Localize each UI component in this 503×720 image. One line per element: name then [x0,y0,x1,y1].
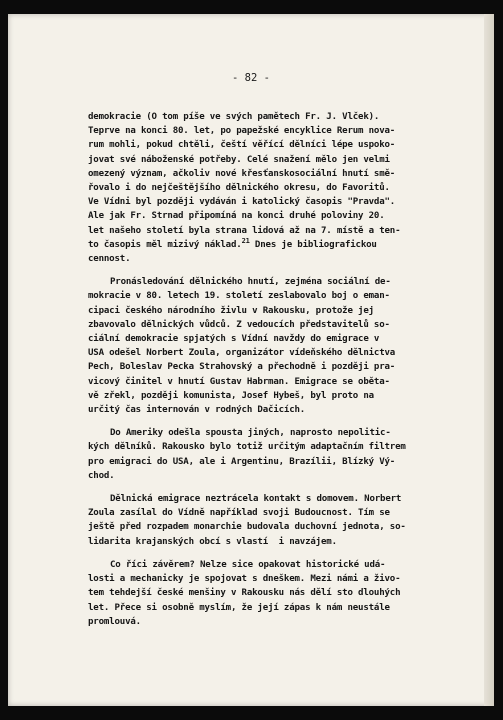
text-line: chod. [88,470,115,481]
text-line: kých dělníků. Rakousko bylo totiž určitým adaptačním filtrem [88,442,406,453]
text-line: losti a mechanicky je spojovat s dneškem. Mezi námi a živo- [88,574,401,585]
text-line: ciální demokracie spjatých s Vídní navždy do emigrace v [88,334,380,345]
paper-sheet [8,14,494,706]
text-line: Dělnická emigrace neztrácela kontakt s domovem. Norbert [110,494,402,505]
text-line: promlouvá. [88,616,141,627]
text-line: USA odešel Norbert Zoula, organizátor vídeňského dělnictva [88,348,396,359]
page-number: - 82 - [232,72,270,84]
text-line: Ale jak Fr. Strnad připomíná na konci druhé poloviny 20. [88,211,385,222]
text-line: vě zřekl, později komunista, Josef Hybeš, byl proto na [88,390,374,401]
typewritten-text [88,110,468,638]
paragraph-5 [88,558,468,629]
text-line: pro emigraci do USA, ale i Argentinu, Brazílii, Blízký Vý- [88,456,396,467]
text-line-with-footnote [88,238,468,252]
text-line: omezený význam, ačkoliv nové křesťanskosociální hnutí smě- [88,168,396,179]
paragraph-2 [88,275,468,417]
text-line: cipaci českého národního živlu v Rakousku, protože jej [88,305,374,316]
text-line: Zoula zasílal do Vídně například svoji Budoucnost. Tím se [88,508,390,519]
text-line: tem tehdejší české menšiny v Rakousku nás dělí sto dlouhých [88,588,401,599]
text-line: Teprve na konci 80. let, po papežské encyklice Rerum nova- [88,126,396,137]
paragraph-4 [88,492,468,549]
text-line: určitý čas internován v rodných Dačicích. [88,405,306,416]
text-line: řovalo i do nejčeštějšího dělnického okresu, do Favoritů. [88,183,390,194]
text-line: zbavovalo dělnických vůdců. Z vedoucích představitelů so- [88,319,390,330]
text-line: Pech, Boleslav Pecka Strahovský a přechodně i později pra- [88,362,396,373]
footnote-reference: 21 [241,236,250,245]
text-line: Ve Vídni byl později vydáván i katolický časopis "Pravda". [88,197,396,208]
text-line: cennost. [88,254,131,265]
text-line: jovat své náboženské potřeby. Celé snažení mělo jen velmi [88,154,390,165]
text-line: demokracie (O tom píše ve svých pamětech Fr. J. Vlček). [88,112,380,122]
text-line: rum mohli, pokud chtěli, čeští věřící dělníci lépe uspoko- [88,140,396,151]
text-line: vicový činitel v hnutí Gustav Habrman. Emigrace se oběta- [88,376,390,387]
text-line: lidarita krajanských obcí s vlastí i navzájem. [88,536,337,547]
text-line: Do Ameriky odešla spousta jiných, naprosto nepolitic- [110,428,391,439]
text-line: let našeho století byla strana lidová až na 7. místě a ten- [88,225,401,236]
text-line: Co říci závěrem? Nelze sice opakovat historické udá- [110,559,386,570]
text-line: ještě před rozpadem monarchie budovala duchovní jednota, so- [88,522,406,533]
text-segment: to časopis měl mizivý náklad. [88,239,242,250]
paragraph-3 [88,426,468,483]
paper-edge [484,14,494,706]
text-line: let. Přece si osobně myslím, že její zápas k nám neustále [88,602,390,613]
text-line: mokracie v 80. letech 19. století zeslabovalo boj o eman- [88,291,390,302]
text-line: Pronásledování dělnického hnutí, zejména sociální de- [110,277,391,288]
paragraph-1 [88,110,468,266]
text-segment: Dnes je bibliografickou [249,239,377,250]
